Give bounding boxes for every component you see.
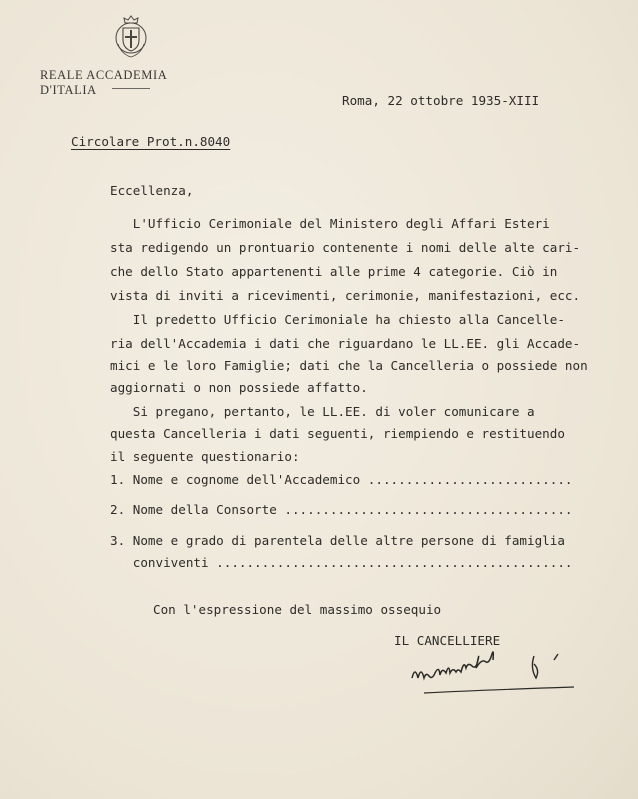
questionnaire-item: 3. Nome e grado di parentela delle altre persone di famiglia [110,533,565,548]
body-line: Il predetto Ufficio Cerimoniale ha chiesto alla Cancelle- [110,312,565,327]
salutation: Eccellenza, [110,183,194,198]
letter-date: Roma, 22 ottobre 1935-XIII [342,93,540,108]
closing-formula: Con l'espressione del massimo ossequio [153,602,442,617]
body-line: vista di inviti a ricevimenti, cerimonie, manifestazioni, ecc. [110,288,581,303]
institution-name: REALE ACCADEMIA D'ITALIA [40,68,167,97]
body-line: ria dell'Accademia i dati che riguardano le LL.EE. gli Accade- [110,336,581,351]
questionnaire-item: 1. Nome e cognome dell'Accademico ........................... [110,472,573,487]
body-line: Si pregano, pertanto, le LL.EE. di voler comunicare a [110,404,535,419]
body-line: L'Ufficio Cerimoniale del Ministero degli Affari Esteri [110,216,550,231]
body-line: sta redigendo un prontuario contenente i nomi delle alte cari- [110,240,581,255]
circular-reference: Circolare Prot.n.8040 [71,134,231,149]
questionnaire-item: 2. Nome della Consorte ...................................... [110,502,573,517]
body-line: aggiornati o non possiede affatto. [110,380,368,395]
header-divider [112,88,150,89]
handwritten-signature [404,648,584,698]
body-line: il seguente questionario: [110,449,300,464]
questionnaire-item: conviventi ............................................... [110,555,573,570]
body-line: questa Cancelleria i dati seguenti, riempiendo e restituendo [110,426,565,441]
body-line: che dello Stato appartenenti alle prime 4 categorie. Ciò in [110,264,558,279]
body-line: mici e le loro Famiglie; dati che la Cancelleria o possiede non [110,358,588,373]
signatory-title: IL CANCELLIERE [394,633,501,648]
royal-crest-icon [112,14,150,60]
